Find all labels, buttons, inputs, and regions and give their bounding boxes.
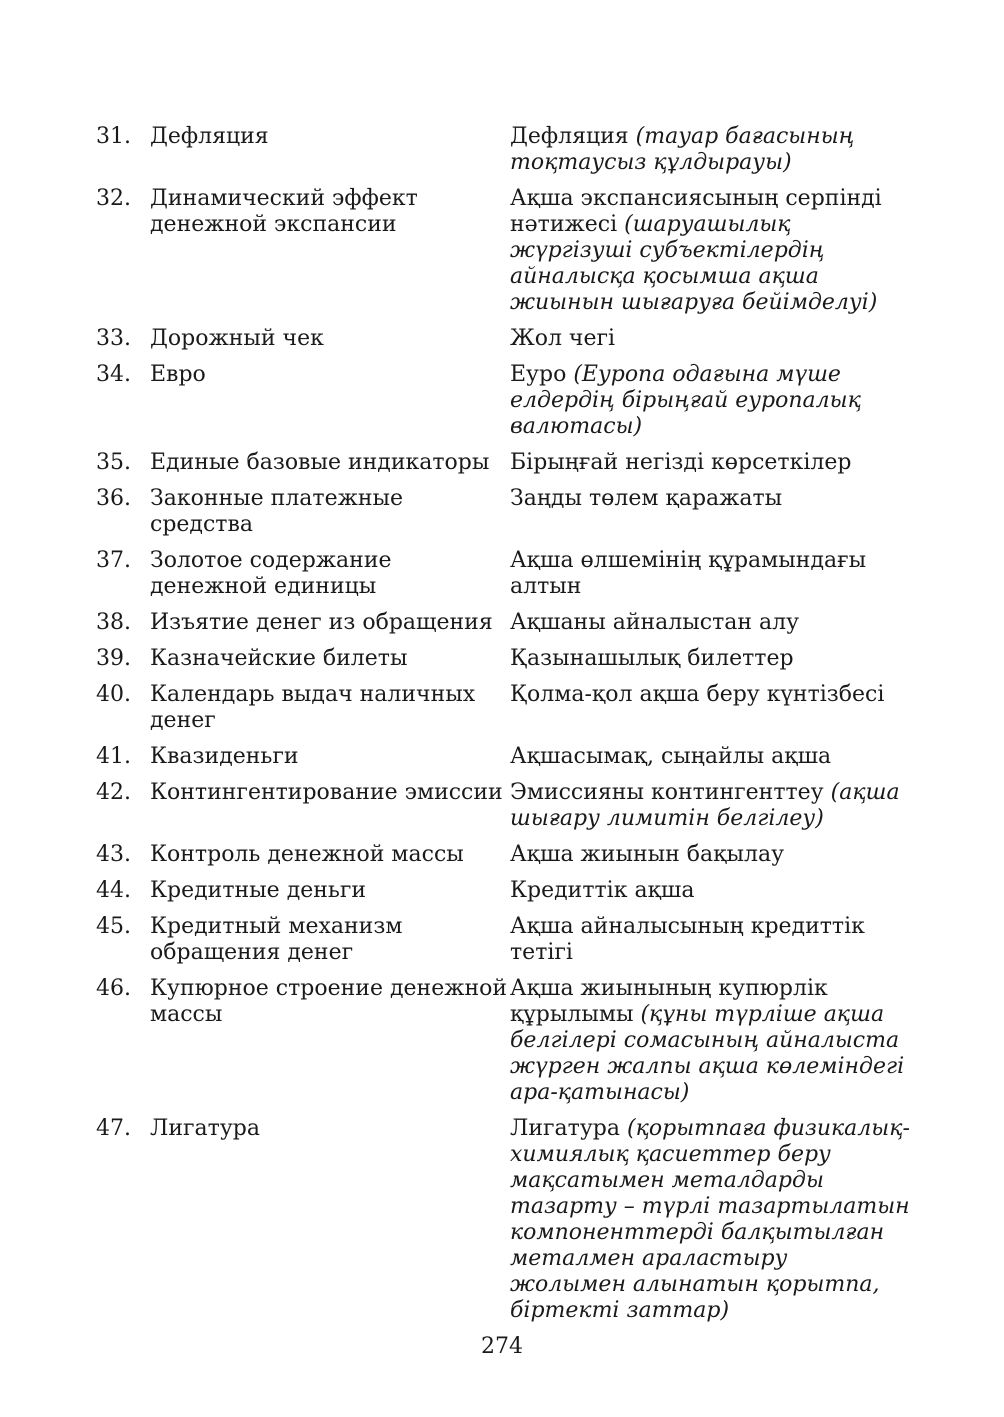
russian-term: Дорожный чек [150,326,324,351]
kazakh-explanation: (құны түрліше ақша белгілері сомасының айналыста жүрген жалпы ақша көлеміндегі ара-қатынасы) [510,1002,905,1105]
glossary-entry [96,124,916,176]
entry-number: 44. [96,878,131,903]
entry-number: 31. [96,124,131,149]
entry-number: 32. [96,186,131,211]
russian-term: Евро [150,362,206,387]
entry-number: 33. [96,326,131,351]
entry-number: 36. [96,486,131,511]
russian-term: Казначейские билеты [150,646,408,671]
russian-term: Единые базовые индикаторы [150,450,490,475]
entry-number: 38. [96,610,131,635]
kazakh-translation [510,450,910,476]
kazakh-term: Ақша жиынының купюрлік құрылымы [510,976,828,1027]
entry-number: 47. [96,1116,131,1141]
glossary-entry [96,878,916,904]
russian-term: Дефляция [150,124,269,149]
kazakh-translation [510,976,910,1106]
kazakh-translation [510,878,910,904]
entry-number: 42. [96,780,131,805]
kazakh-explanation: (ақша шығару лимитін белгілеу) [510,780,900,831]
russian-term: Контингентирование эмиссии [150,780,503,805]
kazakh-translation [510,914,910,966]
kazakh-translation [510,186,910,316]
kazakh-term: Кредиттік ақша [510,878,695,903]
entry-number: 34. [96,362,131,387]
kazakh-explanation: (қорытпаға физикалық-химиялық қасиеттер беру мақсатымен металдарды тазарту – түрлі тазартылатын компоненттерді балқытылған металмен араластыру жолымен алынатын қорытпа, біртекті заттар) [510,1116,910,1323]
kazakh-term: Еуро [510,362,574,387]
entry-number: 39. [96,646,131,671]
kazakh-translation [510,1116,910,1324]
glossary-entry [96,1116,916,1324]
kazakh-term: Заңды төлем қаражаты [510,486,783,511]
glossary-entry [96,914,916,966]
glossary-entry [96,486,916,538]
kazakh-translation [510,682,910,708]
russian-term: Контроль денежной массы [150,842,464,867]
glossary-entry [96,646,916,672]
glossary-entry [96,842,916,868]
glossary-entry [96,450,916,476]
kazakh-translation [510,842,910,868]
kazakh-explanation: (Еуропа одағына мүше елдердің бірыңғай еуропалық валютасы) [510,362,861,439]
glossary-entry [96,326,916,352]
glossary-entry [96,186,916,316]
kazakh-term: Ақшаны айналыстан алу [510,610,800,635]
kazakh-translation [510,486,910,512]
page-number: 274 [481,1334,523,1359]
entry-number: 41. [96,744,131,769]
entry-number: 37. [96,548,131,573]
kazakh-term: Лигатура [510,1116,627,1141]
entry-number: 40. [96,682,131,707]
kazakh-translation [510,362,910,440]
russian-term: Кредитные деньги [150,878,367,903]
russian-term: Динамический эффект денежной экспансии [150,186,418,237]
kazakh-term: Бірыңғай негізді көрсеткілер [510,450,852,475]
russian-term: Календарь выдач наличных денег [150,682,476,733]
kazakh-term: Дефляция [510,124,636,149]
glossary-entry [96,682,916,734]
kazakh-term: Қазынашылық билеттер [510,646,794,671]
kazakh-translation [510,646,910,672]
glossary-entry [96,610,916,636]
entry-number: 45. [96,914,131,939]
glossary-entry [96,548,916,600]
kazakh-term: Ақша экспансиясының серпінді нәтижесі [510,186,882,237]
kazakh-explanation: (шаруашылық жүргізуші субъектілердің айналысқа қосымша ақша жиынын шығаруға бейімделуі) [510,212,878,315]
entry-number: 46. [96,976,131,1001]
kazakh-translation [510,548,910,600]
glossary-entry [96,976,916,1106]
glossary-entry [96,744,916,770]
kazakh-translation [510,326,910,352]
kazakh-term: Эмиссияны контингенттеу [510,780,831,805]
kazakh-term: Жол чегі [510,326,616,351]
russian-term: Купюрное строение денежной массы [150,976,508,1027]
entry-number: 35. [96,450,131,475]
kazakh-term: Ақша өлшемінің құрамындағы алтын [510,548,867,599]
glossary-entry [96,362,916,440]
kazakh-translation [510,780,910,832]
kazakh-term: Ақша жиынын бақылау [510,842,785,867]
kazakh-term: Ақшасымақ, сыңайлы ақша [510,744,832,769]
russian-term: Кредитный механизм обращения денег [150,914,403,965]
kazakh-explanation: (тауар бағасының тоқтаусыз құлдырауы) [510,124,855,175]
russian-term: Законные платежные средства [150,486,404,537]
russian-term: Золотое содержание денежной единицы [150,548,392,599]
glossary-entry [96,780,916,832]
russian-term: Изъятие денег из обращения [150,610,493,635]
entry-number: 43. [96,842,131,867]
russian-term: Лигатура [150,1116,260,1141]
kazakh-translation [510,744,910,770]
kazakh-term: Ақша айналысының кредиттік тетігі [510,914,865,965]
kazakh-translation [510,124,910,176]
glossary-list [96,124,916,1334]
russian-term: Квазиденьги [150,744,299,769]
kazakh-term: Қолма-қол ақша беру күнтізбесі [510,682,885,707]
kazakh-translation [510,610,910,636]
